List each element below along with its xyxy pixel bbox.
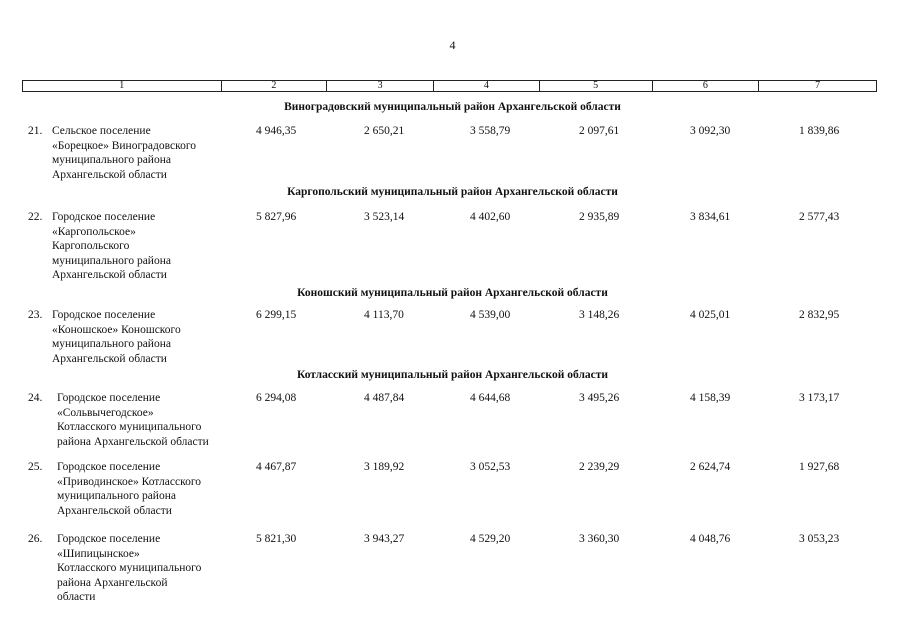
value-col-2: 6 294,08 [256,392,297,404]
value-col-2: 6 299,15 [256,309,297,321]
row-number: 26. [28,533,43,545]
value-col-5: 3 360,30 [579,533,620,545]
value-col-7: 3 053,23 [799,533,840,545]
value-col-5: 2 935,89 [579,211,620,223]
value-col-7: 3 173,17 [799,392,840,404]
value-col-3: 3 523,14 [364,211,405,223]
page-number: 4 [449,38,456,52]
value-col-2: 4 467,87 [256,461,297,473]
value-col-4: 4 644,68 [470,392,511,404]
value-col-6: 3 092,30 [690,125,731,137]
settlement-name: Сельское поселение «Борецкое» Виноградовского муниципального района Архангельской области [52,125,197,181]
value-col-2: 4 946,35 [256,125,297,137]
value-col-7: 1 839,86 [799,125,840,137]
row-number: 24. [28,392,43,404]
value-col-3: 4 113,70 [364,309,404,321]
value-col-6: 2 624,74 [690,461,731,473]
value-col-7: 2 832,95 [799,309,840,321]
header-col-1: 1 [23,81,222,91]
district-heading: Котласский муниципальный район Архангельской области [296,369,609,381]
value-col-3: 3 189,92 [364,461,405,473]
row-number: 21. [28,125,43,137]
header-col-3: 3 [327,81,434,91]
value-col-5: 2 239,29 [579,461,620,473]
settlement-name: Городское поселение «Коношское» Коношского муниципального района Архангельской области [52,309,181,365]
value-col-5: 3 495,26 [579,392,620,404]
value-col-7: 1 927,68 [799,461,840,473]
value-col-2: 5 821,30 [256,533,297,545]
header-col-7: 7 [815,80,821,91]
value-col-7: 2 577,43 [799,211,840,223]
value-col-4: 4 402,60 [470,211,511,223]
settlement-name: Городское поселение «Каргопольское» Каргопольского муниципального района Архангельской области [52,211,171,281]
header-col-2: 2 [222,81,328,91]
value-col-4: 4 539,00 [470,309,511,321]
settlement-name: Городское поселение «Шипицынское» Котласского муниципального района Архангельской области [57,533,202,603]
table-header [22,80,877,92]
value-col-4: 4 529,20 [470,533,511,545]
header-col-4: 4 [434,81,540,91]
value-col-3: 4 487,84 [364,392,405,404]
value-col-5: 3 148,26 [579,309,620,321]
district-heading: Каргопольский муниципальный район Архангельской области [287,186,618,198]
value-col-6: 3 834,61 [690,211,731,223]
value-col-5: 2 097,61 [579,125,620,137]
value-col-3: 2 650,21 [364,125,405,137]
value-col-4: 3 558,79 [470,125,511,137]
value-col-4: 3 052,53 [470,461,511,473]
value-col-6: 4 158,39 [690,392,731,404]
value-col-2: 5 827,96 [256,211,297,223]
value-col-6: 4 048,76 [690,533,731,545]
value-col-6: 4 025,01 [690,309,731,321]
settlement-name: Городское поселение «Приводинское» Котласского муниципального района Архангельской области [57,461,202,517]
row-number: 22. [28,211,43,223]
district-heading: Коношский муниципальный район Архангельской области [297,287,608,299]
row-number: 23. [28,309,43,321]
value-col-3: 3 943,27 [364,533,405,545]
district-heading: Виноградовский муниципальный район Архангельской области [284,101,621,113]
row-number: 25. [28,461,43,473]
header-col-5: 5 [540,81,653,91]
header-col-6: 6 [653,81,760,91]
settlement-name: Городское поселение «Сольвычегодское» Котласского муниципального района Архангельской области [57,392,209,448]
